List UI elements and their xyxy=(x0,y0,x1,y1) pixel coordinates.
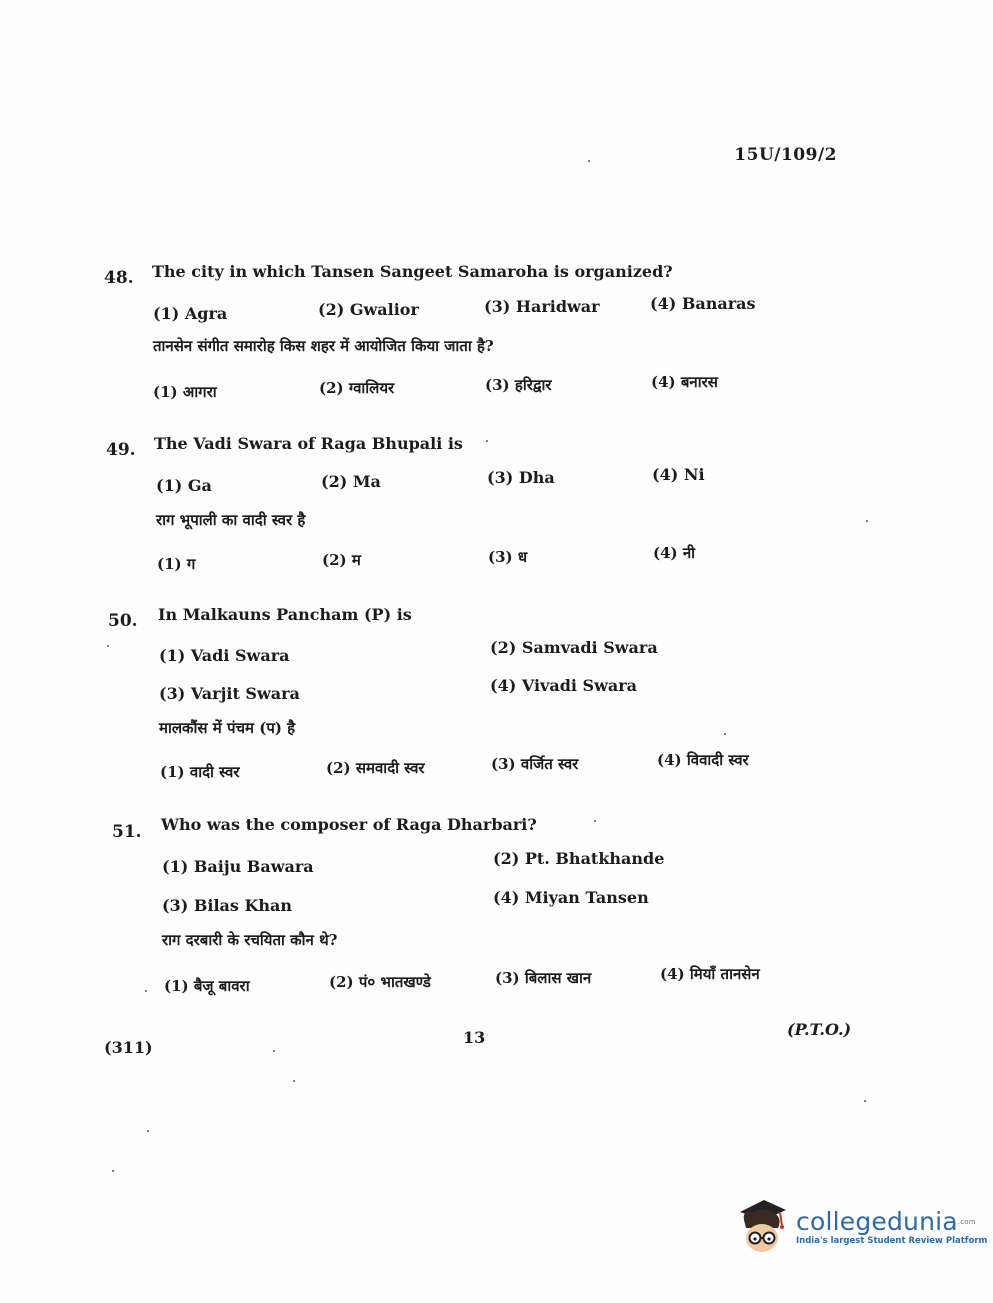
footer-code: (311) xyxy=(104,1038,153,1057)
paper-code: 15U/109/2 xyxy=(734,145,837,165)
page-number: 13 xyxy=(463,1028,486,1047)
hindi-question-text: राग दरबारी के रचयिता कौन थे? xyxy=(162,931,338,949)
scan-speck xyxy=(293,1080,295,1082)
scan-speck xyxy=(866,520,868,522)
hindi-option-2: (2) समवादी स्वर xyxy=(326,759,425,777)
option-2: (2) Samvadi Swara xyxy=(490,638,658,657)
option-3: (3) Dha xyxy=(487,468,555,487)
scan-speck xyxy=(486,440,488,442)
question-text: The city in which Tansen Sangeet Samaroha is organized? xyxy=(152,262,673,281)
hindi-option-3: (3) वर्जित स्वर xyxy=(491,755,579,773)
brand-name: collegedunia$^{.com}$ xyxy=(796,1207,976,1236)
hindi-option-4: (4) मियाँ तानसेन xyxy=(660,965,760,983)
option-2: (2) Pt. Bhatkhande xyxy=(493,849,665,868)
option-4: (4) Banaras xyxy=(650,294,756,313)
hindi-option-3: (3) ध xyxy=(488,548,528,566)
hindi-option-2: (2) ग्वालियर xyxy=(319,379,395,397)
scan-speck xyxy=(864,1100,866,1102)
option-2: (2) Gwalior xyxy=(318,300,419,319)
option-4: (4) Ni xyxy=(652,465,705,484)
hindi-option-1: (1) बैजू बावरा xyxy=(164,977,250,995)
hindi-option-4: (4) विवादी स्वर xyxy=(657,751,749,769)
hindi-question-text: तानसेन संगीत समारोह किस शहर में आयोजित किया जाता है? xyxy=(153,337,494,355)
question-number: 49. xyxy=(106,440,136,460)
hindi-option-3: (3) हरिद्वार xyxy=(485,376,552,394)
scan-speck xyxy=(273,1050,275,1052)
hindi-option-4: (4) बनारस xyxy=(651,373,718,391)
scan-speck xyxy=(594,820,596,822)
option-1: (1) Agra xyxy=(153,304,228,323)
option-3: (3) Haridwar xyxy=(484,297,600,316)
question-number: 50. xyxy=(108,611,138,631)
hindi-option-2: (2) म xyxy=(322,551,361,569)
brand-tagline: India's largest Student Review Platform xyxy=(796,1236,988,1246)
option-1: (1) Ga xyxy=(156,476,212,495)
hindi-question-text: मालकौंस में पंचम (प) है xyxy=(159,719,296,737)
hindi-option-4: (4) नी xyxy=(653,544,696,562)
option-4: (4) Vivadi Swara xyxy=(490,676,638,695)
scan-speck xyxy=(147,1130,149,1132)
hindi-option-2: (2) पं० भातखण्डे xyxy=(329,973,431,991)
pto-marker: (P.T.O.) xyxy=(787,1020,852,1039)
hindi-option-3: (3) बिलास खान xyxy=(495,969,592,987)
hindi-option-1: (1) आगरा xyxy=(153,383,217,401)
option-2: (2) Ma xyxy=(321,472,381,491)
hindi-question-text: राग भूपाली का वादी स्वर है xyxy=(156,511,306,529)
question-text: In Malkauns Pancham (P) is xyxy=(158,605,412,624)
hindi-option-1: (1) वादी स्वर xyxy=(160,763,240,781)
option-1: (1) Baiju Bawara xyxy=(162,857,314,876)
scan-speck xyxy=(107,645,109,647)
option-4: (4) Miyan Tansen xyxy=(493,888,649,907)
hindi-option-1: (1) ग xyxy=(157,555,196,573)
scan-speck xyxy=(588,160,590,162)
option-1: (1) Vadi Swara xyxy=(159,646,290,665)
mascot-icon xyxy=(736,1198,790,1256)
question-text: The Vadi Swara of Raga Bhupali is xyxy=(154,434,463,453)
scan-speck xyxy=(112,1170,114,1172)
option-3: (3) Bilas Khan xyxy=(162,896,293,915)
question-text: Who was the composer of Raga Dharbari? xyxy=(161,815,537,834)
collegedunia-watermark xyxy=(736,1198,987,1256)
scan-speck xyxy=(724,733,726,735)
scan-speck xyxy=(145,990,147,992)
question-number: 48. xyxy=(104,268,134,288)
question-number: 51. xyxy=(112,822,142,842)
option-3: (3) Varjit Swara xyxy=(159,684,300,703)
